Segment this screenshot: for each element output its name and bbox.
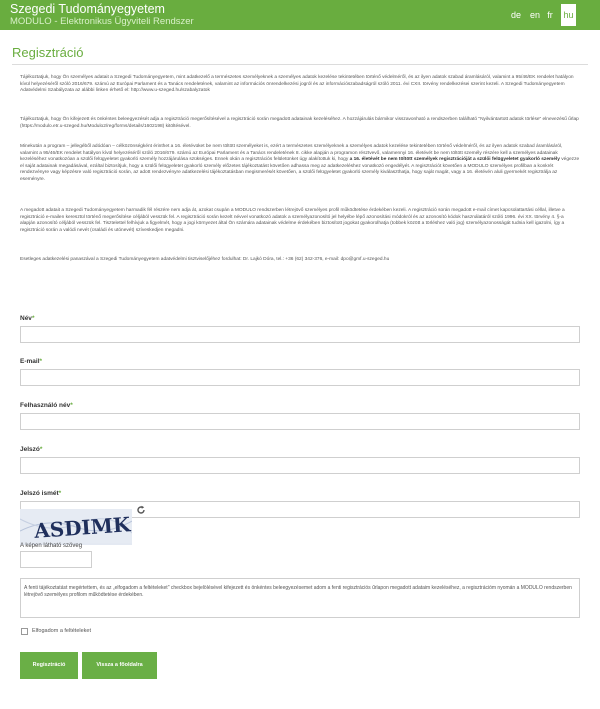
- register-button[interactable]: Regisztráció: [20, 652, 78, 679]
- required-mark: *: [31, 315, 35, 322]
- required-mark: *: [58, 490, 62, 497]
- captcha-label: A képen látható szöveg: [20, 543, 83, 549]
- captcha-input[interactable]: [20, 551, 92, 568]
- password-field[interactable]: [20, 457, 580, 474]
- app-title: Szegedi Tudományegyetem: [10, 2, 165, 16]
- language-link-en[interactable]: en: [529, 10, 540, 20]
- accept-terms-label[interactable]: Elfogadom a feltételeket: [32, 628, 92, 634]
- required-mark: *: [39, 358, 43, 365]
- required-mark: *: [39, 446, 43, 453]
- username-field[interactable]: [20, 413, 580, 430]
- password-again-label: [20, 490, 61, 497]
- privacy-paragraph-3-part-a: Minekután a program – jellegéből adódóan – célközönségként érinthet a 16. életévüket be nem töltött személyeket is, ezért a természetes személyeknek a személyes adatok kezelése tekintetében történő védelméről, és az ilyen adatok szabad áramlásáról, valamint a 95/46/EK rendelet hatályon kívül helyezéséről szóló 2016/679. számú az Európai Parlament és a Tanács rendeletének 8. cikke alapján a programon résztvevő, valamennyi 16. életévét be nem töltött személy részére kell a személyes adatainak kezeléséhez vonatkozóan a szülői felügyeletet gyakorló személy hozzájárulása szükséges. Ennek okán a regisztrációs felületünket úgy alakítottuk ki, hogy: [20, 144, 563, 163]
- header-bar: [0, 0, 600, 30]
- privacy-paragraph-4: A megadott adatait a Szegedi Tudományegyetem harmadik fél részére nem adja át, azokat csupán a MODULO rendszerben létrejövő személyes profil működtetése érdekében kezeli. A regisztráció során megadott e-mail címet kapcsolattartási céllal, illetve a regisztráció e-mailen keresztül történő megerősítése céljából vesszük fel. A regisztráció során kezelt névvel vonatkozó adatok a személyazonosító jel helyébe lépő azonosítási módokról és az azonosító kódok használatáról szóló 1996. évi XX. törvény 4. §-a alapján azonosító céljából vesszük fel. Tisztelettel felhívjuk a figyelmét, hogy a jogi környezet által Ön számára adatainak védelme érdekében biztosított jogokat gyakorolhatja (tobbek között a törléshez való jog) személyazonosságát tudnia kell igazolni, így a regisztráció során a valódi nevét (családi és utónevét) szíveskedjen megadni.: [20, 208, 565, 233]
- consent-textbox: A fenti tájékoztatást megértettem, és az „elfogadom a feltételeket" checkbox bejelölésével kifejezett és önkéntes beleegyezésemet adom a fenti regisztrációs űrlapon megadott adataim kezeléséhez, a regisztrációm nyomán a MODULO rendszerben létrejövő személyes profilom működtetése érdekében.: [20, 578, 580, 618]
- username-label: [20, 402, 73, 409]
- refresh-captcha-icon[interactable]: [136, 505, 146, 515]
- privacy-paragraph-3-part-c: végezze el saját adatainak megadásával, ezáltal biztosítjuk, hogy a szülői felügyeletet gyakorló személy előzetes tájékoztatást követően adhassa meg az adatkezeléshez vonatkozó engedélyét. A regisztrációt követően a MODULO személyes profilban a konkrét rendezvényre vagy képzésre való regisztráció során, az adott rendezvényre adatkezelési tájékoztatásban megismerését követően, a szülői felügyeletet gyakorló személy kiválaszthatja, hogy saját magát, vagy a 16. életévén aluli gyermekét regisztrálja az eseményre.: [20, 157, 580, 182]
- privacy-paragraph-1: Tájékoztatjuk, hogy Ön személyes adatait a Szegedi Tudományegyetem, mint adatkezelő a természetes személyeknek a személyes adatok kezelése tekintetében történő védelméről, és az ilyen adatok szabad áramlásáról, valamint a 95/46/EK rendelet hatályon kívül helyezéséről szóló 2016/679. számú az Európai Parlament és a Tanács rendeletének, valamint az információs önrendelkezési jogról és az információszabadságról szóló 2011. évi CXII. törvény rendelkezései szerint kezeli. A Szegedi Tudományegyetem Adatvédelmi Szabályzata az alábbi linken érhető el: http://www.u-szeged.hu/szabalyzatok: [20, 75, 574, 94]
- page-title: Regisztráció: [12, 45, 84, 60]
- password-again-label-text: Jelszó ismét: [20, 490, 59, 497]
- language-link-de[interactable]: de: [510, 10, 521, 20]
- password-label: [20, 446, 42, 453]
- name-label: [20, 315, 34, 322]
- back-to-home-button[interactable]: Vissza a főoldalra: [82, 652, 157, 679]
- accept-terms-checkbox[interactable]: [21, 628, 28, 635]
- privacy-paragraph-2: Tájékoztatjuk, hogy Ön kifejezett és önkéntes beleegyezését adja a regisztráció megerősítésével a regisztráció során megadott adatainak kezeléséhez. A hozzájárulás bármikor visszavonható a rendszerben található "Nyilvántartott adatok törlése" elnevezésű űrlap (https://modulo.etr.u-szeged.hu/Modulo2/reg/forms/details/1602198) kitöltésével.: [20, 117, 579, 129]
- privacy-contact-paragraph: Esetleges adatkezelési panaszával a Szegedi Tudományegyetem adatvédelmi tisztviselőjéhez fordulhat: Dr. Lajkó Dóra, tel.: +36 (62) 342-376, e-mail: dpo@gmf.u-szeged.hu: [20, 257, 390, 262]
- captcha-image: [20, 509, 132, 545]
- language-link-fr[interactable]: fr: [547, 10, 553, 20]
- name-field[interactable]: [20, 326, 580, 343]
- name-label-text: Név: [20, 315, 32, 322]
- privacy-paragraph-3-emphasis: a 16. életévét be nem töltött személyek regisztrációját a szülői felügyeletet gyakorló személy: [349, 157, 560, 163]
- required-mark: *: [70, 402, 73, 409]
- email-label: [20, 358, 42, 365]
- email-field[interactable]: [20, 369, 580, 386]
- password-label-text: Jelszó: [20, 446, 40, 453]
- captcha-text: ASDIMK: [33, 512, 132, 543]
- app-subtitle: MODULO - Elektronikus Ügyviteli Rendszer: [10, 16, 194, 27]
- language-link-hu-active[interactable]: hu: [561, 4, 576, 26]
- username-label-text: Felhasználó név: [20, 402, 71, 409]
- title-divider: [12, 64, 588, 65]
- email-label-text: E-mail: [20, 358, 40, 365]
- privacy-paragraph-3: [20, 144, 580, 184]
